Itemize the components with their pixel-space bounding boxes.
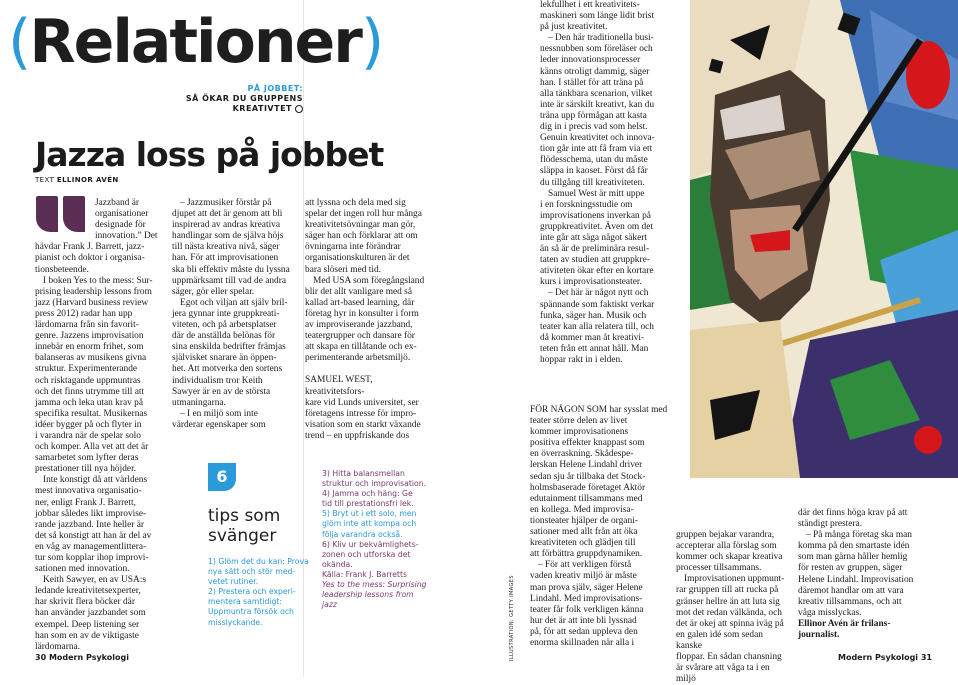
text-line: blir det allt vanligare med så <box>305 286 412 297</box>
text-line: på just kreativitet. <box>540 22 608 33</box>
text-line: kommer och skapar kreativa <box>676 552 783 563</box>
text-line: kreativiteten och glädjen till <box>530 538 636 549</box>
text-line: exempel. Deep listening ser <box>35 619 140 630</box>
illustration-credit: ILLUSTRATION: GETTY IMAGES <box>509 575 515 661</box>
tips-title: tips som svänger <box>208 506 281 546</box>
folio-right: Modern Psykologi 31 <box>838 653 932 662</box>
text-line: edutainment tillsammans med <box>530 493 643 504</box>
text-line: spännande som faktiskt verkar <box>540 299 655 310</box>
text-line: struktur. Experimenterande <box>35 364 138 375</box>
tip-line: struktur och improvisation. <box>322 479 427 489</box>
text-line <box>305 364 431 375</box>
text-line: samarbetet som lyfter deras <box>35 453 139 464</box>
close-paren: ) <box>360 7 383 77</box>
body-column-4-top <box>540 0 676 366</box>
body-column-2 <box>172 198 296 431</box>
art-red-dot <box>914 426 942 454</box>
text-line: jobbar således likt improvise- <box>35 508 147 519</box>
text-line: där de anställda belönas för <box>172 331 276 342</box>
text-line: att skapa en tillåtande och ex- <box>305 342 417 353</box>
text-line: säger han och förklarar att om <box>305 231 418 242</box>
text-line: där det finns höga krav på att <box>798 508 908 518</box>
tip-line: mentera samtidigt: <box>208 597 283 607</box>
text-line: lärdomarna. <box>35 641 81 652</box>
text-line: företag hyr in konsulter i form <box>305 308 419 319</box>
text-line: sationer med allt från att öka <box>530 527 638 538</box>
body-column-6 <box>798 508 924 641</box>
text-line: kommer improvisationens <box>530 427 629 438</box>
text-line: djupet att det är genom att bli <box>172 209 283 220</box>
text-line: Jazzband är <box>95 198 139 208</box>
tip-line: Uppmuntra försök och <box>208 607 294 617</box>
section-title <box>8 2 382 82</box>
text-line: improvisationens inverkan på <box>540 210 651 221</box>
text-line: inte går att säga något säkert <box>540 232 647 243</box>
text-line: ledande kreativitetsexperter, <box>35 586 141 597</box>
text-line: sina enskilda bedrifter främjas <box>172 342 286 353</box>
text-line: han. I stället för att träna på <box>540 77 644 88</box>
text-line: maskineri som länge lidit brist <box>540 11 655 22</box>
text-line: i varandra när de spelar solo <box>35 430 141 441</box>
text-line: Sawyer är en av de största <box>172 386 271 397</box>
tip-line: 5) Bryt ut i ett solo, men <box>322 509 417 519</box>
text-line: kurs i improvisationsteater. <box>540 277 642 288</box>
tip-source: leadership lessons from <box>322 590 414 600</box>
text-line: ständigt prestera. <box>798 519 863 530</box>
text-line: teten från ett annat håll. Man <box>540 343 649 354</box>
text-line: positiva effekter knappast som <box>530 438 645 449</box>
text-line: innovation.” Det <box>95 231 158 242</box>
text-line: – Det här är något nytt och <box>548 288 649 299</box>
text-line: hävdar Frank J. Barrett, jazz- <box>35 242 145 253</box>
text-line: har skrivit flera böcker där <box>35 597 135 608</box>
text-line: rar gruppen till att rucka på <box>676 585 779 596</box>
text-line: som man gärna håller hemlig <box>798 552 908 563</box>
text-line: för resten av gruppen, säger <box>798 563 903 574</box>
text-line: kare vid Lunds universitet, ser <box>305 397 419 408</box>
text-line: flödesschema, utan du måste <box>540 155 648 166</box>
text-line: organisationer <box>95 209 149 220</box>
section-kicker <box>186 84 303 114</box>
text-line: jamma och leka utan krav på <box>35 397 144 408</box>
text-line: – I en miljö som inte <box>180 408 258 419</box>
text-line: än så är de preliminära resul- <box>540 244 650 255</box>
text-line: en överraskning. Skådespe- <box>530 449 634 460</box>
text-line: holmsbaserade företaget Aktör <box>530 482 646 493</box>
article-headline: Jazza loss på jobbet <box>35 135 384 174</box>
text-line: kreativ tillsammans, och att <box>798 596 902 607</box>
text-line: tionsteater hjälper de organi- <box>530 515 638 526</box>
text-line: SAMUEL WEST, kreativitetsfors- <box>305 375 373 397</box>
open-paren: ( <box>8 7 30 77</box>
text-line: innebär en enorm frihet, som <box>35 342 144 353</box>
tip-line: 2) Prestera och experi- <box>208 587 296 597</box>
text-line: taten av studien att gruppkre- <box>540 255 650 266</box>
text-line: hoppar rakt in i elden. <box>540 355 623 365</box>
tip-line: 6) Kliv ur bekvämlighets- <box>322 539 419 549</box>
text-line: till nästa kreativa nivå, säger <box>172 242 280 253</box>
tips-list-left <box>208 557 314 628</box>
text-line: prising leadership lessons from <box>35 286 152 297</box>
text-line: gruppkreativitet. Även om det <box>540 221 653 232</box>
text-line: ner, enligt Frank J. Barrett, <box>35 497 136 508</box>
text-line: utmaningarna. <box>172 397 226 408</box>
text-line: inspirerad av andras kreativa <box>172 220 281 231</box>
text-line: vaden kreativ miljö är måste <box>530 571 637 582</box>
tip-line: glöm inte att kompa och <box>322 519 417 529</box>
text-line: – För att verkligen förstå <box>538 560 632 571</box>
text-line: en våg av managementlittera- <box>35 541 147 552</box>
text-line: trend – en uppfriskande dos <box>305 430 410 441</box>
text-line: självisket snarare än öppen- <box>172 353 277 364</box>
body-column-1 <box>35 198 165 653</box>
tip-line: misslyckande. <box>208 617 263 627</box>
text-line: att förbättra gruppdynamiken. <box>530 549 643 560</box>
text-line: nessnubben som föreläser och <box>540 44 653 55</box>
text-line: Improvisationen uppmunt- <box>684 574 785 585</box>
text-line: det är okej att spinna iväg på <box>676 618 784 629</box>
text-line: Inte konstigt då att världens <box>43 475 148 486</box>
text-line: man prova själv, säger Helene <box>530 582 643 593</box>
text-line: kreativitetsövningar man gör, <box>305 220 416 231</box>
text-line: pianist och doktor i organisa- <box>35 253 145 264</box>
text-line: het. Att motverka den sortens <box>172 364 283 375</box>
text-line: ska bli effektiv måste du lyssna <box>172 264 290 275</box>
text-line: teater kan alla relatera till, och <box>540 321 654 332</box>
text-line: han använder jazzbandet som <box>35 608 146 619</box>
kicker-label: PÅ JOBBET: <box>247 84 303 93</box>
body-column-4-bottom <box>530 405 678 649</box>
text-line: en galen idé som sedan kanske <box>676 629 763 651</box>
text-line: organisationskulturen är det <box>305 253 410 264</box>
text-line: alla tänkbara scenarion, vilket <box>540 88 653 99</box>
text-line: – Den här traditionella busi- <box>548 33 654 44</box>
text-line: det så konstigt att han är del av <box>35 530 152 541</box>
text-line: Ellinor Avén är frilans- <box>798 618 891 629</box>
text-line: Med USA som föregångsland <box>313 275 425 286</box>
text-line: av improviserande jazzband, <box>305 320 413 331</box>
text-line: han. För att improvisationen <box>172 253 279 264</box>
text-line: press 2012) radar han upp <box>35 308 133 319</box>
text-line: jera gynnar inte gruppkreati- <box>172 308 280 319</box>
text-line: och risktagande uppmuntras <box>35 375 141 386</box>
kicker-line-1: SÅ ÖKAR DU GRUPPENS <box>185 94 303 103</box>
text-line: ativiteten ökar efter en kortare <box>540 266 654 277</box>
text-line: perimenterande arbetsmiljö. <box>305 353 411 364</box>
byline: TEXT ELLINOR AVÉN <box>35 176 119 184</box>
text-line: sationen med innovation. <box>35 564 130 575</box>
text-line: I boken Yes to the mess: Sur- <box>43 275 153 286</box>
text-line: floppar. En sådan chansning <box>676 652 782 663</box>
text-line: teater får folk verkligen känna <box>530 604 644 615</box>
text-line: träna upp förmågan att kasta <box>540 110 647 121</box>
text-line: släppa in kaoset. Först då får <box>540 166 648 177</box>
text-line: Helene Lindahl. Improvisation <box>798 574 914 585</box>
text-line: på, för att sedan uppleva den <box>530 626 638 637</box>
text-line: i en forskningsstudie om <box>540 199 633 210</box>
text-line: säger, gör eller spelar. <box>172 286 255 297</box>
text-line: Keith Sawyer, en av USA:s <box>43 575 146 586</box>
text-line: journalist. <box>798 630 840 641</box>
text-line: hur det är att inte bli lyssnad <box>530 615 637 626</box>
text-line: Lindahl. Med improvisations- <box>530 593 643 604</box>
text-line: funka, säger han. Musik och <box>540 310 647 321</box>
section-name: Relationer <box>29 7 361 77</box>
text-line: rande jazzband. Inte heller är <box>35 519 145 530</box>
text-line: gränser hellre än att luta sig <box>676 596 780 607</box>
text-line: är svårare att våga ta i en miljö <box>676 663 770 685</box>
text-line: individualism tror Keith <box>172 375 263 386</box>
text-line: mot det redan välkända, och <box>676 607 782 618</box>
text-line: och det finns utrymme till att <box>35 386 145 397</box>
tips-list-right <box>322 469 428 610</box>
body-column-3 <box>305 198 431 442</box>
text-line: tion går inte att få fram via ett <box>540 144 653 155</box>
text-line: genre. Jazzens improvisation <box>35 331 144 342</box>
tips-number-badge: 6 <box>208 463 236 491</box>
text-line: FÖR NÅGON SOM har sysslat med <box>530 405 668 415</box>
text-line: specifika resultat. Musikernas <box>35 408 148 419</box>
tip-line: tid till prestationsfri lek. <box>322 499 414 509</box>
tips-box <box>208 463 427 641</box>
tip-line: nya sätt och stör med- <box>208 567 296 577</box>
text-line: kallad art-based learning, där <box>305 297 415 308</box>
text-line: tionsbeteende. <box>35 264 89 275</box>
tip-source: jazz <box>322 600 337 610</box>
text-line: dig in i precis vad som helst. <box>540 122 648 133</box>
text-line: accepterar alla förslag som <box>676 541 777 552</box>
text-line: mest innovativa organisatio- <box>35 486 142 497</box>
folio-left: 30 Modern Psykologi <box>35 653 129 662</box>
text-line: idéer bygger på och flyter in <box>35 419 142 430</box>
text-line: en kollega. Med improvisa- <box>530 504 634 515</box>
text-line: och komper. Alla vet att det är <box>35 442 149 453</box>
text-line: däremot handlar om att vara <box>798 585 904 596</box>
text-line: Egot och viljan att själv bril- <box>180 297 288 308</box>
text-line: uppmärksamt till vad de andra <box>172 275 287 286</box>
text-line: du tillgång till kreativiteten. <box>540 177 645 188</box>
text-line: värderar egenskaper som <box>172 419 266 430</box>
text-line: designade för <box>95 220 146 231</box>
tip-line: 3) Hitta balansmellan <box>322 469 405 478</box>
text-line: övningarna inte förändrar <box>305 242 401 253</box>
text-line: lerskan Helene Lindahl driver <box>530 460 643 471</box>
text-line: jazz (Harvard business review <box>35 297 149 308</box>
tip-line: följa varandra också. <box>322 529 403 539</box>
body-column-5 <box>676 530 790 685</box>
text-line: leder innovationsprocesser <box>540 55 641 66</box>
tip-line: zonen och utforska det <box>322 549 411 559</box>
text-line: känns otroligt dammig, säger <box>540 66 650 77</box>
text-line: han som en av de viktigaste <box>35 630 139 641</box>
tip-line: 4) Jamma och häng: Ge <box>322 489 413 499</box>
collage-illustration <box>690 0 958 478</box>
text-line: spelar det ingen roll hur många <box>305 209 422 220</box>
tip-line: okända. <box>322 559 353 569</box>
tip-line: vetet rutiner. <box>208 577 259 587</box>
text-line: Samuel West är mitt uppe <box>548 188 645 199</box>
text-line: lärdomarna från sin favorit- <box>35 320 139 331</box>
text-line: handlingar som de själva höjs <box>172 231 284 242</box>
text-line: inte är särskilt kreativt, kan du <box>540 99 655 110</box>
text-line: tur som kopplar ihop improvi- <box>35 553 149 563</box>
tip-line: 1) Glöm det du kan: Prova <box>208 557 309 566</box>
text-line: att lyssna och dela med sig <box>305 198 406 208</box>
text-line: enorma skillnaden när alla i <box>530 637 635 648</box>
text-line: teater större delen av livet <box>530 416 628 427</box>
text-line: balanseras av musikens givna <box>35 353 147 364</box>
text-line: prestationer till nya höjder. <box>35 464 137 475</box>
tip-source: Yes to the mess: Surprising <box>322 580 427 590</box>
text-line: visation som en starkt växande <box>305 419 421 430</box>
text-line: komma på den smartaste idén <box>798 541 910 552</box>
kicker-line-2: KREATIVTET <box>186 104 303 114</box>
text-line: processer tillsammans. <box>676 563 762 574</box>
circle-icon <box>295 105 303 113</box>
text-line: – På många företag ska man <box>806 530 912 541</box>
text-line: bara slöseri med tid. <box>305 264 382 275</box>
text-line: viteten, och på arbetsplatser <box>172 320 277 331</box>
text-line: – Jazzmusiker förstår på <box>180 198 272 208</box>
text-line: Genuin kreativitet och innova- <box>540 133 655 144</box>
text-line: teatergrupper och dansare för <box>305 331 415 342</box>
text-line: våga misslyckas. <box>798 607 862 618</box>
text-line: gruppen bejakar varandra, <box>676 530 775 540</box>
text-line: företagens intresse för impro- <box>305 408 417 419</box>
text-line: sedan sju år tillbaka det Stock- <box>530 471 646 482</box>
tip-source: Källa: Frank J. Barretts <box>322 569 408 579</box>
text-line: då kommer man åt kreativi- <box>540 332 645 343</box>
text-line: lekfullhet i ett kreativitets- <box>540 0 640 10</box>
